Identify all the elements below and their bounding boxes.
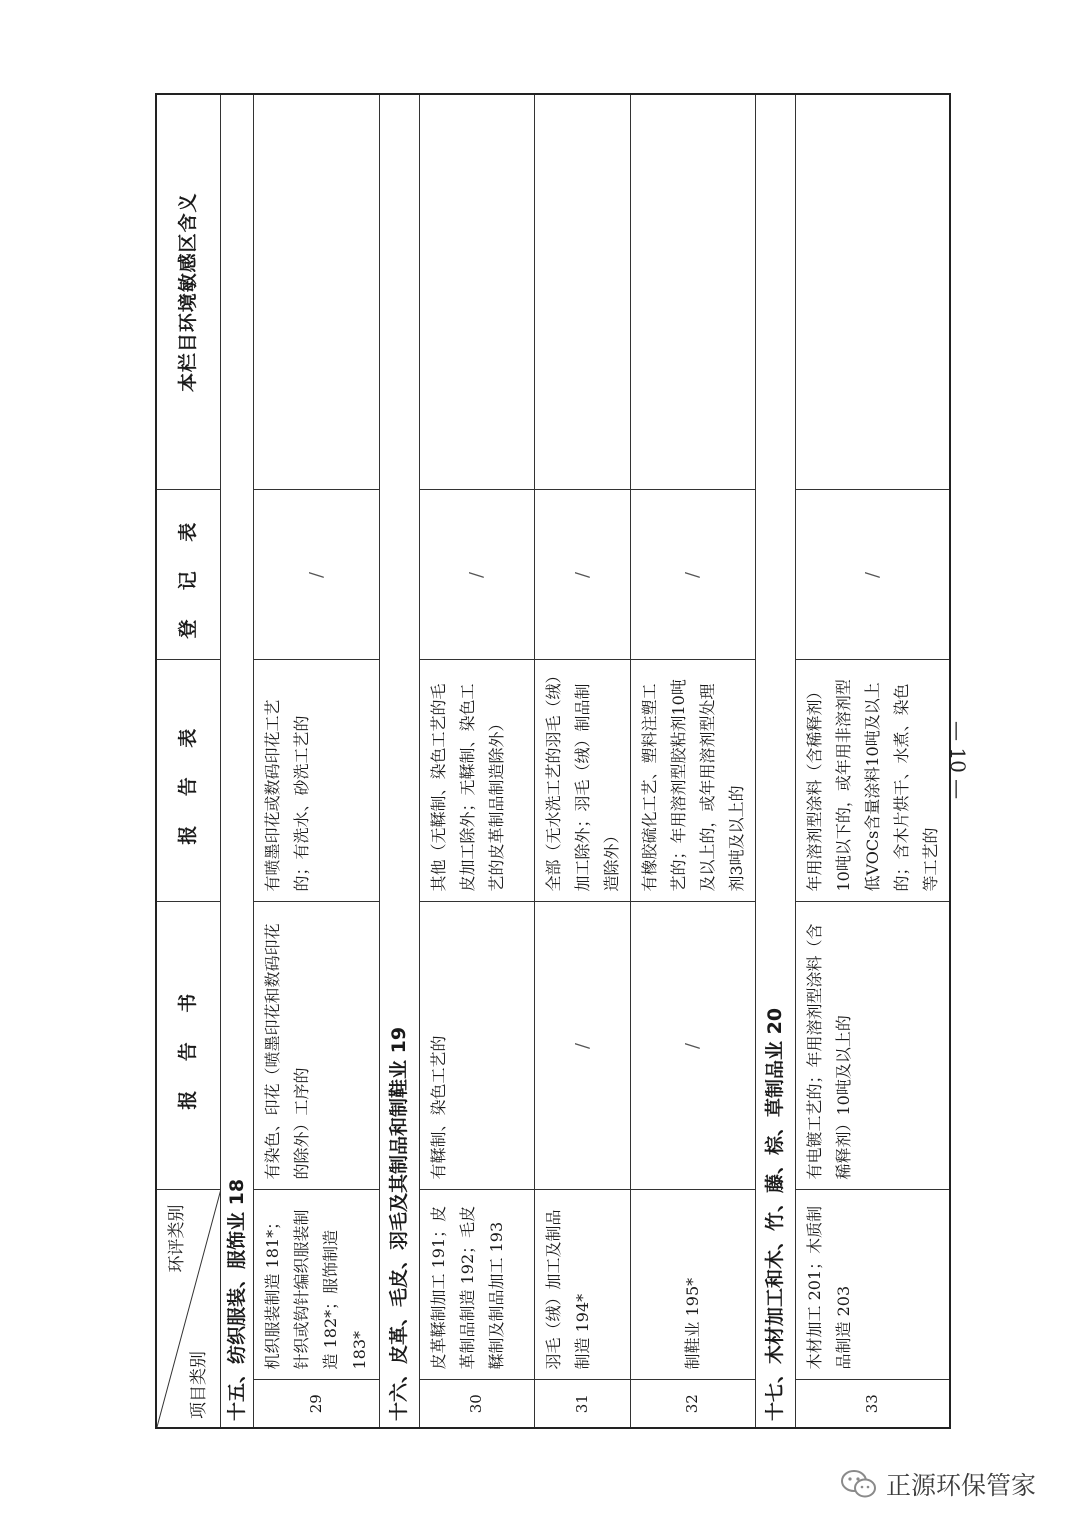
header-row xyxy=(156,94,220,1428)
watermark xyxy=(840,1462,1036,1506)
row-report-form: 全部（无水洗工艺的羽毛（绒）加工除外；羽毛（绒）制品制造除外） xyxy=(534,660,630,902)
row-registration: / xyxy=(419,490,534,660)
row-category: 木材加工 201；木质制品制造 203 xyxy=(795,1190,950,1380)
table-row xyxy=(795,94,950,1428)
eia-category-table xyxy=(155,93,951,1429)
section-title: 十六、皮革、毛皮、羽毛及其制品和制鞋业 19 xyxy=(379,94,419,1428)
row-report-book: 有染色、印花（喷墨印花和数码印花的除外）工序的 xyxy=(253,902,379,1190)
row-sensitive xyxy=(253,94,379,490)
header-report-book: 报 告 书 xyxy=(156,902,220,1190)
table-row xyxy=(630,94,755,1428)
row-sensitive xyxy=(795,94,950,490)
row-report-form: 年用溶剂型涂料（含稀释剂）10吨以下的，或年用非溶剂型低VOCs含量涂料10吨及以上的；含木片烘干、水煮、染色等工艺的 xyxy=(795,660,950,902)
header-project-category: 项目类别 xyxy=(188,1351,209,1419)
row-report-book: / xyxy=(630,902,755,1190)
row-sensitive xyxy=(419,94,534,490)
row-registration: / xyxy=(534,490,630,660)
row-category: 机织服装制造 181*；针织或钩针编织服装制造 182*；服饰制造 183* xyxy=(253,1190,379,1380)
section-row xyxy=(220,94,253,1428)
section-row xyxy=(379,94,419,1428)
table-row xyxy=(419,94,534,1428)
row-number: 30 xyxy=(419,1380,534,1428)
header-diagonal-cell xyxy=(156,1190,220,1428)
row-registration: / xyxy=(253,490,379,660)
header-report-form: 报 告 表 xyxy=(156,660,220,902)
row-report-book: / xyxy=(534,902,630,1190)
row-number: 31 xyxy=(534,1380,630,1428)
row-number: 32 xyxy=(630,1380,755,1428)
table-row xyxy=(253,94,379,1428)
header-registration: 登 记 表 xyxy=(156,490,220,660)
header-env-category: 环评类别 xyxy=(167,1204,187,1273)
row-report-form: 有喷墨印花或数码印花工艺的；有洗水、砂洗工艺的 xyxy=(253,660,379,902)
section-title: 十五、纺织服装、服饰业 18 xyxy=(220,94,253,1428)
row-report-book: 有鞣制、染色工艺的 xyxy=(419,902,534,1190)
wechat-icon xyxy=(840,1468,878,1500)
watermark-text: 正源环保管家 xyxy=(886,1471,1037,1500)
row-report-form: 其他（无鞣制、染色工艺的毛皮加工除外；无鞣制、染色工艺的皮革制品制造除外） xyxy=(419,660,534,902)
row-number: 29 xyxy=(253,1380,379,1428)
header-sensitive-area: 本栏目环境敏感区含义 xyxy=(156,94,220,490)
row-sensitive xyxy=(534,94,630,490)
table-row xyxy=(534,94,630,1428)
rotated-table-wrapper xyxy=(155,95,940,1429)
section-row xyxy=(755,94,795,1428)
row-report-form: 有橡胶硫化工艺、塑料注塑工艺的；年用溶剂型胶粘剂10吨及以上的，或年用溶剂型处理剂3吨及以上的 xyxy=(630,660,755,902)
section-title: 十七、木材加工和木、竹、藤、棕、草制品业 20 xyxy=(755,94,795,1428)
page-number: — 10 — xyxy=(946,720,970,800)
row-category: 制鞋业 195* xyxy=(630,1190,755,1380)
row-report-book: 有电镀工艺的；年用溶剂型涂料（含稀释剂）10吨及以上的 xyxy=(795,902,950,1190)
row-category: 羽毛（绒）加工及制品制造 194* xyxy=(534,1190,630,1380)
row-number: 33 xyxy=(795,1380,950,1428)
row-registration: / xyxy=(795,490,950,660)
row-registration: / xyxy=(630,490,755,660)
row-sensitive xyxy=(630,94,755,490)
row-category: 皮革鞣制加工 191；皮革制品制造 192；毛皮鞣制及制品加工 193 xyxy=(419,1190,534,1380)
